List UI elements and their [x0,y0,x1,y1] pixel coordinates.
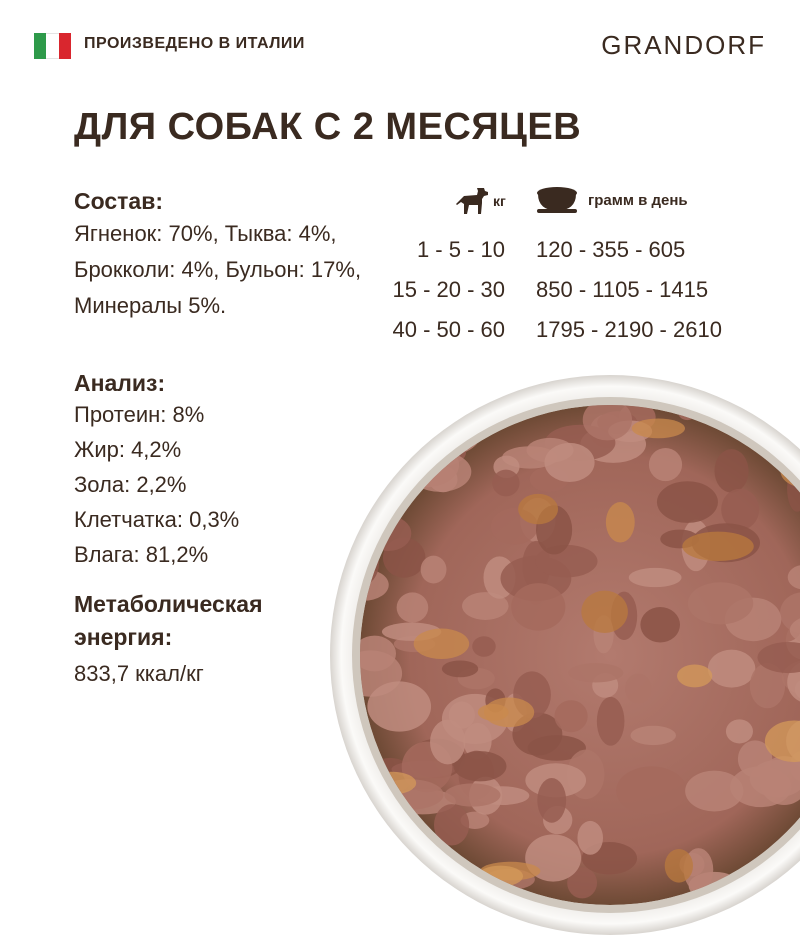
meat-chunk [544,443,594,482]
analysis-item-fat: Жир: 4,2% [74,437,182,462]
meat-chunk [708,650,755,688]
meat-chunk [657,481,718,523]
jelly-piece [581,591,628,633]
brand-logo: GRANDORF [601,30,766,60]
jelly-piece [682,532,753,561]
meat-chunk [492,470,519,497]
meat-chunk [577,821,603,855]
energy-title-line1: Метаболическая [74,591,263,617]
flag-stripe-red [59,33,71,59]
energy-title-line2: энергия: [74,624,173,650]
jelly-piece [677,664,712,687]
meat-chunk [688,582,753,624]
meat-chunk [629,568,682,587]
meat-chunk [397,592,429,622]
meat-chunk [726,719,753,743]
analysis-item-moisture: Влага: 81,2% [74,542,209,567]
energy-section [74,588,374,694]
meat-chunk [640,607,680,642]
dog-icon [455,186,489,216]
composition-text: Ягненок: 70%, Тыква: 4%, Брокколи: 4%, Бульон: 17%, Минералы 5%. [74,221,362,318]
grams-row-1: 120 - 355 - 605 [536,237,686,262]
jelly-piece [606,502,635,542]
grams-header [536,186,688,214]
meat-chunk [349,453,386,487]
meat-chunk [444,783,500,806]
jelly-piece [478,704,509,721]
meat-chunk [714,449,748,493]
grams-row-3: 1795 - 2190 - 2610 [536,317,722,342]
meat-chunk [630,726,676,745]
meat-chunk [616,766,686,814]
flag-stripe-green [34,33,46,59]
meat-chunk [537,778,566,823]
made-in-label: ПРОИЗВЕДЕНО В ИТАЛИИ [84,35,305,52]
meat-chunk [649,448,682,481]
weights-column [392,230,505,350]
meat-chunk [387,426,417,453]
analysis-section [74,370,374,572]
weights-row-2: 15 - 20 - 30 [392,277,505,302]
analysis-title: Анализ: [74,370,166,396]
bowl-icon [536,186,578,214]
analysis-item-fiber: Клетчатка: 0,3% [74,507,240,532]
meat-chunk [554,700,587,732]
grams-column [536,230,722,350]
analysis-item-protein: Протеин: 8% [74,402,205,427]
weight-header [455,186,506,216]
meat-chunk [625,674,651,704]
jelly-piece [518,494,558,524]
grams-row-2: 850 - 1105 - 1415 [536,277,709,302]
meat-chunk [442,660,478,677]
meat-chunk [367,681,431,731]
analysis-item-ash: Зола: 2,2% [74,472,187,497]
weights-row-1: 1 - 5 - 10 [416,237,505,262]
meat-chunk [568,663,623,682]
energy-value: 833,7 ккал/кг [74,661,204,686]
meat-chunk [384,409,425,450]
page-title: ДЛЯ СОБАК С 2 МЕСЯЦЕВ [74,106,582,148]
meat-chunk [449,702,475,729]
composition-title: Состав: [74,188,164,214]
weight-unit-label: кг [493,193,506,209]
grams-unit-label: грамм в день [588,191,688,209]
meat-chunk [685,771,743,812]
italian-flag-icon [34,33,71,59]
jelly-piece [414,629,469,659]
food-bowl-image [330,375,800,935]
meat-chunk [416,396,468,415]
meat-chunk [597,697,625,746]
flag-stripe-white [46,33,58,59]
meat-chunk [511,583,565,630]
meat-chunk [421,556,447,584]
meat-chunk [472,636,495,656]
composition-section [74,186,374,324]
jelly-piece [632,418,685,438]
weights-row-3: 40 - 50 - 60 [392,317,505,342]
jelly-piece [665,849,693,883]
